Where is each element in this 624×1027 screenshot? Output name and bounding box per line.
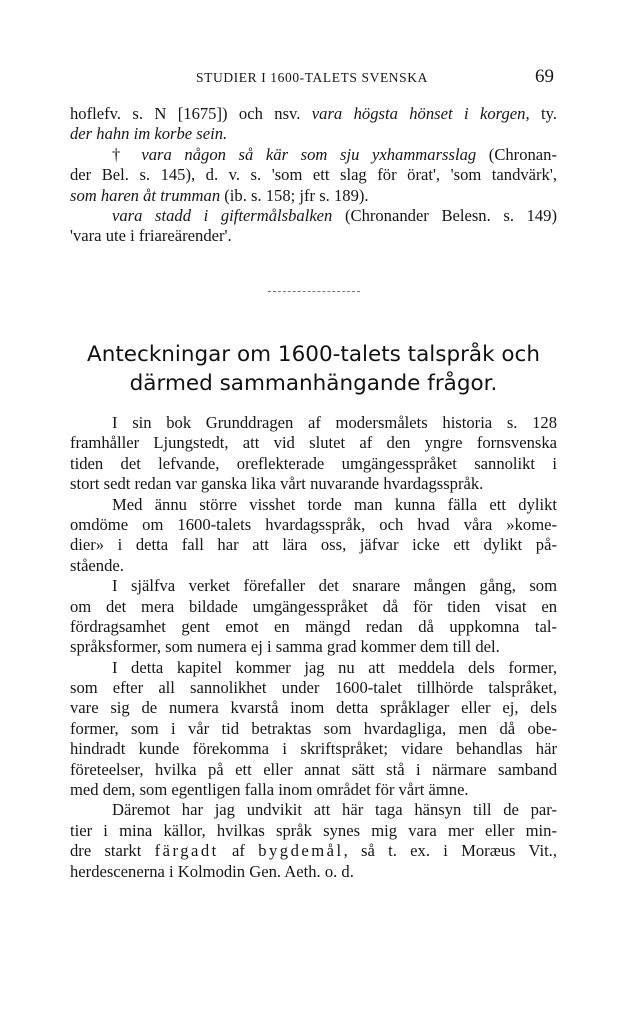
text-run: 'vara ute i friareärender'.	[70, 226, 232, 246]
italic-phrase: vara stadd i giftermålsbalken	[112, 205, 333, 225]
text-line	[70, 637, 557, 657]
text-line	[70, 719, 557, 739]
text-line	[70, 862, 557, 882]
text-run: hindradt kunde förekomma i skriftspråket; vidare behandlas här	[70, 739, 557, 759]
text-line	[70, 658, 557, 678]
text-run: med dem, som egentligen falla inom området för vårt ämne.	[70, 780, 469, 800]
text-run: vare sig de numera kvarstå inom detta språklager eller ej, dels	[70, 698, 557, 718]
text-run: (Chronan-	[476, 144, 557, 164]
text-line	[70, 454, 557, 474]
text-line	[70, 698, 557, 718]
text-run: företeelser, hvilka på ett eller annat sätt stå i närmare samband	[70, 759, 557, 779]
text-line	[70, 145, 557, 165]
text-run: som efter all sannolikhet under 1600-talet tillhörde talspråket,	[70, 678, 557, 698]
heading-line-1: Anteckningar om 1600-talets talspråk och	[87, 342, 540, 367]
text-line	[70, 841, 557, 861]
text-line	[70, 617, 557, 637]
text-line	[70, 821, 557, 841]
text-line	[70, 433, 557, 453]
text-run: , så t. ex. i Moræus Vit.,	[343, 841, 557, 861]
section-divider	[268, 291, 360, 294]
text-line	[70, 124, 557, 144]
text-run: om det mera bildade umgängesspråket då för tiden visat en	[70, 596, 557, 616]
article-body	[70, 413, 557, 882]
continued-text-block	[70, 104, 557, 247]
text-line	[70, 186, 557, 206]
text-run: dre starkt	[70, 841, 155, 861]
page-number: 69	[535, 66, 554, 87]
text-run: fördragsamhet gent emot en mängd redan då uppkomna tal-	[70, 616, 557, 636]
text-run: herdescenerna i Kolmodin Gen. Aeth. o. d.	[70, 861, 354, 881]
text-run: †	[112, 144, 142, 164]
text-run: I sin bok Grunddragen af modersmålets historia s. 128	[112, 413, 557, 432]
italic-phrase: vara högsta hönset i korgen,	[311, 104, 530, 123]
text-run: tier i mina källor, hvilkas språk synes mig vara mer eller min-	[70, 820, 557, 840]
text-run: (Chronander Belesn. s. 149)	[332, 205, 557, 225]
text-run: stående.	[70, 555, 124, 575]
text-line	[70, 739, 557, 759]
text-run: af	[218, 841, 259, 861]
italic-phrase: vara någon så kär som sju yxhammarsslag	[141, 144, 477, 164]
text-run: I själfva verket förefaller det snarare mången gång, som	[112, 576, 557, 596]
text-line	[70, 104, 557, 124]
text-run: dier» i detta fall har att lära oss, jäfvar icke ett dylikt på-	[70, 535, 557, 555]
heading-line-2: därmed sammanhängande frågor.	[129, 371, 498, 396]
spaced-emphasis: bygdemål	[258, 841, 344, 861]
text-run: tiden det lefvande, oreflekterade umgängesspråket sannolikt i	[70, 453, 557, 473]
text-run: stort sedt redan var ganska lika vårt nuvarande hvardagsspråk.	[70, 474, 484, 494]
text-run: former, som i vår tid betraktas som hvardagliga, men då obe-	[70, 718, 557, 738]
text-line	[70, 556, 557, 576]
text-run: språksformer, som numera ej i samma grad kommer dem till del.	[70, 637, 500, 657]
text-run: hoflefv. s. N [1675]) och nsv.	[70, 104, 312, 123]
text-line	[70, 206, 557, 226]
text-run: I detta kapitel kommer jag nu att meddela dels former,	[112, 657, 557, 677]
article-heading	[70, 340, 557, 398]
text-run: Däremot har jag undvikit att här taga hänsyn till de par-	[112, 800, 557, 820]
italic-phrase: der hahn im korbe sein.	[70, 124, 228, 144]
spaced-emphasis: färgadt	[154, 841, 219, 861]
text-line	[70, 515, 557, 535]
running-head	[0, 66, 624, 88]
text-line	[70, 495, 557, 515]
text-line	[70, 800, 557, 820]
text-line	[70, 760, 557, 780]
text-line	[70, 165, 557, 185]
text-line	[70, 413, 557, 433]
text-run: framhåller Ljungstedt, att vid slutet af den yngre fornsvenska	[70, 433, 557, 453]
text-run: Med ännu större visshet torde man kunna fälla ett dylikt	[112, 494, 557, 514]
text-line	[70, 780, 557, 800]
text-run: (ib. s. 158; jfr s. 189).	[220, 185, 369, 205]
italic-phrase: som haren åt trumman	[70, 185, 221, 205]
text-line	[70, 576, 557, 596]
text-line	[70, 474, 557, 494]
text-run: omdöme om 1600-talets hvardagsspråk, och hvad våra »kome-	[70, 514, 557, 534]
text-line	[70, 678, 557, 698]
text-run: der Bel. s. 145), d. v. s. 'som ett slag för örat', 'som tandvärk',	[70, 165, 557, 185]
text-run: ty.	[529, 104, 557, 123]
running-title: STUDIER I 1600-TALETS SVENSKA	[196, 70, 428, 85]
text-line	[70, 597, 557, 617]
text-line	[70, 535, 557, 555]
text-line	[70, 226, 557, 246]
